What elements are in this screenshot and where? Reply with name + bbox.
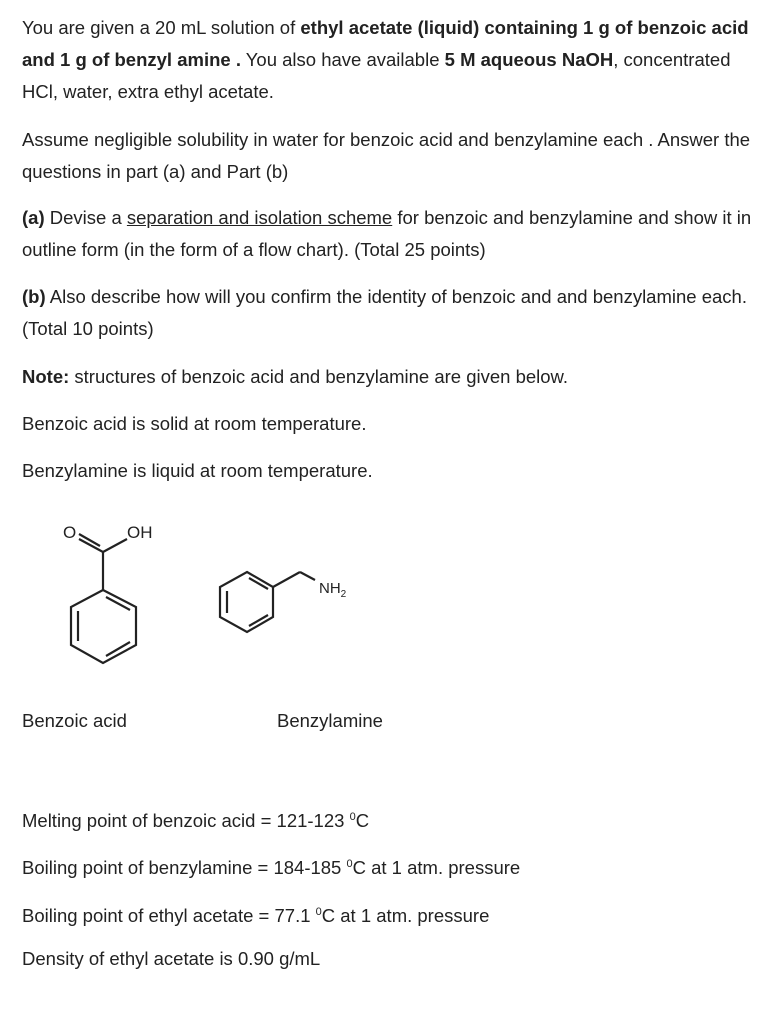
property-text: Boiling point of ethyl acetate = 77.1 (22, 905, 316, 926)
amine-label (319, 580, 346, 600)
benzoic-acid-label: Benzoic acid (22, 710, 127, 731)
property-unit: C at 1 atm. pressure (352, 857, 521, 878)
property-unit: C at 1 atm. pressure (321, 905, 490, 926)
note-text: structures of benzoic acid and benzylamine are given below. (69, 366, 569, 387)
part-b-label: (b) (22, 286, 46, 307)
nh-text: NH (319, 580, 341, 597)
subscript-2: 2 (340, 589, 347, 600)
oxygen-atom-label: O (63, 523, 77, 542)
part-a-underlined: separation and isolation scheme (126, 207, 393, 228)
property-boiling-point-benzylamine (22, 848, 762, 884)
property-boiling-point-ethyl-acetate (22, 896, 762, 932)
degree-superscript: 0 (346, 858, 353, 870)
fact-benzylamine: Benzylamine is liquid at room temperature. (22, 460, 373, 481)
part-a-label: (a) (22, 207, 45, 228)
property-melting-point-benzoic (22, 801, 762, 837)
benzylamine-label: Benzylamine (277, 710, 383, 731)
note-label: Note: (22, 366, 70, 387)
assumption-paragraph: Assume negligible solubility in water for benzoic acid and benzylamine each . Answer the questions in part (a) and Part (b) (22, 129, 751, 182)
intro-bold-naoh: 5 M aqueous NaOH (444, 49, 614, 70)
intro-text-3: , concentrated HCl, water, extra ethyl acetate. (22, 49, 731, 102)
part-b-text: Also describe how will you confirm the identity of benzoic and and benzylamine each. (Total 10 points) (22, 286, 747, 339)
property-text: Melting point of benzoic acid = 121-123 (22, 810, 350, 831)
property-text: Boiling point of benzylamine = 184-185 (22, 857, 347, 878)
property-text: Density of ethyl acetate is 0.90 g/mL (22, 948, 321, 969)
benzylamine-structure (220, 572, 315, 632)
degree-superscript: 0 (349, 811, 356, 823)
benzoic-acid-structure (71, 534, 136, 663)
property-unit: C (355, 810, 370, 831)
intro-bold-solution: ethyl acetate (liquid) containing 1 g of benzoic acid and 1 g of benzyl amine . (22, 17, 749, 70)
part-a-text-2: for benzoic and benzylamine and show it in outline form (in the form of a flow chart). (Total 25 points) (22, 207, 752, 260)
degree-superscript: 0 (315, 906, 322, 918)
intro-text: You are given a 20 mL solution of (22, 17, 301, 38)
property-density-ethyl-acetate (22, 943, 762, 975)
intro-text-2: You also have available (240, 49, 445, 70)
hydroxyl-label: OH (127, 523, 153, 542)
part-a-text: Devise a (44, 207, 127, 228)
fact-benzoic: Benzoic acid is solid at room temperature. (22, 413, 367, 434)
